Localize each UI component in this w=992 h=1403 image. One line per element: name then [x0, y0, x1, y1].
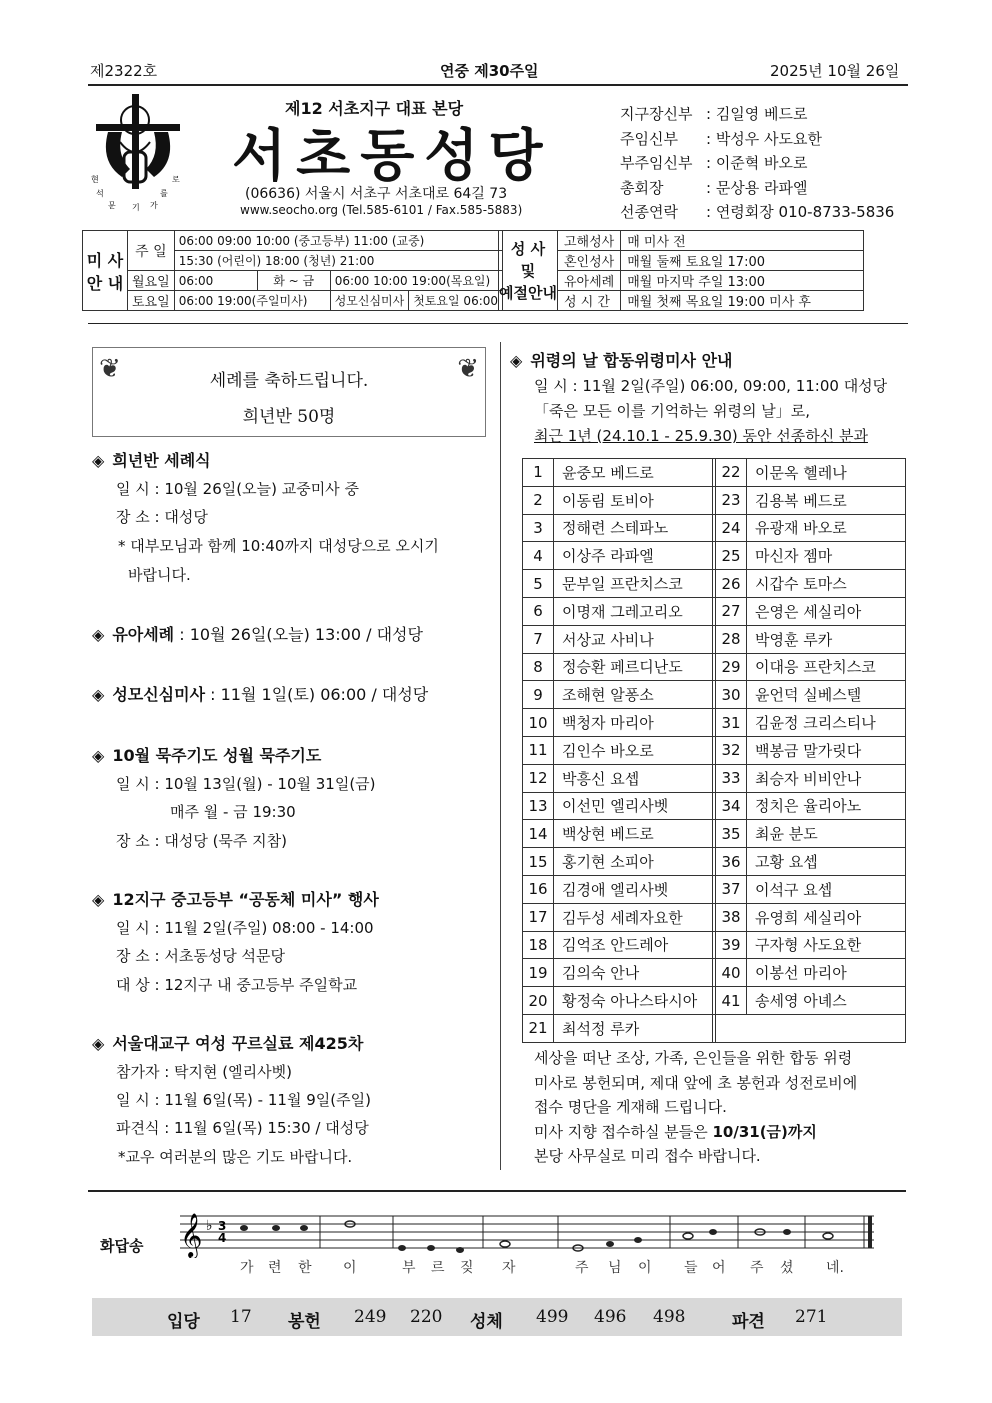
deceased-name: 정해련 스테파노: [554, 514, 713, 542]
table-row: [523, 931, 906, 959]
deceased-name: 김경애 엘리사벳: [554, 875, 713, 903]
info-line: 일 시 : 10월 26일(오늘) 교중미사 중: [116, 480, 359, 498]
table-row: [523, 625, 906, 653]
info-line: *교우 여러분의 많은 기도 바랍니다.: [118, 1148, 353, 1166]
staff-role: 주임신부: [620, 129, 678, 148]
deceased-number: 11: [523, 736, 554, 764]
offertory-hymn: 249: [354, 1307, 387, 1327]
staff-role: 총회장: [620, 178, 664, 197]
issue-date: 2025년 10월 26일: [770, 62, 900, 80]
deceased-number: 24: [716, 514, 747, 542]
deceased-name: 최석정 루카: [554, 1014, 713, 1042]
deceased-name: 유광재 바오로: [747, 514, 906, 542]
deceased-name: 시갑수 토마스: [747, 570, 906, 598]
sacrament-time: 매 미사 전: [621, 231, 864, 251]
deceased-name: 정승환 페르디난도: [554, 653, 713, 681]
treble-clef-icon: 𝄞: [180, 1213, 203, 1257]
deceased-name: 이상주 라파엘: [554, 542, 713, 570]
saturday-time: 06:00 19:00(주일미사): [174, 291, 330, 311]
deceased-name: 김윤정 크리스티나: [747, 709, 906, 737]
baptism-congrats-box: [92, 347, 486, 437]
parish-title: 서초동성당: [232, 123, 553, 189]
communion-label: 성체: [470, 1312, 503, 1332]
deceased-name: 박영훈 루카: [747, 625, 906, 653]
svg-text:3: 3: [218, 1219, 227, 1233]
lyric-syllable: 련: [268, 1260, 282, 1276]
deceased-name: 서상교 사비나: [554, 625, 713, 653]
deceased-number: 28: [716, 625, 747, 653]
deceased-number: 14: [523, 820, 554, 848]
diamond-icon: ◈: [92, 685, 105, 704]
staff-row: [620, 151, 894, 176]
communion-hymn: 499: [536, 1307, 569, 1327]
monday-label: 월요일: [128, 271, 175, 291]
empty-cell: [716, 1014, 906, 1042]
svg-text:♭: ♭: [206, 1218, 213, 1234]
section-title: ◈ 희년반 세례식: [92, 451, 211, 470]
table-row: [523, 709, 906, 737]
table-row: [523, 570, 906, 598]
table-row: [523, 959, 906, 987]
section-divider: [88, 323, 908, 324]
sacraments-label: 성 사 및 예절안내: [499, 231, 558, 311]
deceased-number: 29: [716, 653, 747, 681]
deceased-name: 구자형 사도요한: [747, 931, 906, 959]
sunday-times-2: 15:30 (어린이) 18:00 (청년) 21:00: [174, 251, 502, 271]
deceased-name: 이동림 토비아: [554, 486, 713, 514]
deceased-name: 문부일 프란치스코: [554, 570, 713, 598]
lyric-syllable: 네.: [826, 1260, 844, 1276]
deceased-name: 이선민 엘리사벳: [554, 792, 713, 820]
deceased-number: 38: [716, 903, 747, 931]
deceased-number: 41: [716, 987, 747, 1015]
first-saturday: 첫토요일 06:00: [409, 291, 503, 311]
deceased-number: 37: [716, 875, 747, 903]
deceased-number: 40: [716, 959, 747, 987]
lyric-syllable: 주: [750, 1260, 764, 1276]
staff-row: [620, 176, 894, 201]
deceased-number: 26: [716, 570, 747, 598]
info-line: 대 상 : 12지구 내 중고등부 주일학교: [116, 976, 358, 994]
deceased-number: 7: [523, 625, 554, 653]
deceased-number: 39: [716, 931, 747, 959]
parish-subtitle: 제12 서초지구 대표 본당: [285, 99, 464, 118]
deceased-number: 4: [523, 542, 554, 570]
deceased-number: 10: [523, 709, 554, 737]
offertory-hymn: 220: [410, 1307, 443, 1327]
saturday-label: 토요일: [128, 291, 175, 311]
recessional-hymn: 271: [795, 1307, 828, 1327]
deceased-number: 13: [523, 792, 554, 820]
deceased-number: 5: [523, 570, 554, 598]
logo-char: 문: [108, 201, 116, 210]
table-row: [523, 903, 906, 931]
info-line: 최근 1년 (24.10.1 - 25.9.30) 동안 선종하신 분과: [534, 427, 868, 445]
staff-role: 부주임신부: [620, 154, 693, 172]
staff-name: : 박성우 사도요한: [706, 129, 823, 148]
deceased-number: 25: [716, 542, 747, 570]
deceased-number: 23: [716, 486, 747, 514]
logo-char: 를: [160, 189, 168, 198]
sacrament-name: 유아세례: [558, 271, 621, 291]
sacrament-name: 성 시 간: [558, 291, 621, 311]
sacraments-table: [498, 230, 864, 311]
table-row: [523, 875, 906, 903]
staff-list: [620, 102, 894, 225]
info-line: 참가자 : 탁지현 (엘리사벳): [116, 1063, 292, 1081]
section-title: ◈ 10월 묵주기도 성월 묵주기도: [92, 746, 322, 765]
sacrament-time: 매월 둘째 토요일 17:00: [621, 251, 864, 271]
lyric-syllable: 님: [608, 1260, 622, 1276]
psalm-label: 화답송: [100, 1237, 144, 1255]
deceased-name: 백봉금 말가릿다: [747, 736, 906, 764]
tuefri-time: 06:00 10:00 19:00(목요일): [330, 271, 502, 291]
sacrament-time: 매월 마지막 주일 13:00: [621, 271, 864, 291]
section-title: ◈ 유아세례 : 10월 26일(오늘) 13:00 / 대성당: [92, 625, 423, 644]
deceased-number: 6: [523, 597, 554, 625]
deceased-name: 조해현 알퐁소: [554, 681, 713, 709]
info-line: 장 소 : 서초동성당 석문당: [116, 947, 286, 965]
section-title: ◈ 위령의 날 합동위령미사 안내: [510, 351, 733, 370]
deceased-name: 박흥신 요셉: [554, 764, 713, 792]
info-line: * 대부모님과 함께 10:40까지 대성당으로 오시기: [118, 537, 439, 555]
deceased-number: 16: [523, 875, 554, 903]
table-row: [523, 1014, 906, 1042]
deceased-number: 17: [523, 903, 554, 931]
deceased-number: 35: [716, 820, 747, 848]
diamond-icon: ◈: [510, 351, 523, 370]
deceased-number: 21: [523, 1014, 554, 1042]
table-row: [523, 486, 906, 514]
deceased-number: 34: [716, 792, 747, 820]
parish-address: (06636) 서울시 서초구 서초대로 64길 73: [245, 186, 508, 202]
tuefri-label: 화 ~ 금: [257, 271, 330, 291]
deceased-number: 22: [716, 459, 747, 487]
deceased-name: 백상현 베드로: [554, 820, 713, 848]
logo-char: 기: [132, 203, 140, 212]
info-line: 장 소 : 대성당: [116, 508, 208, 526]
lyric-syllable: 이: [343, 1260, 357, 1276]
deceased-name: 최윤 분도: [747, 820, 906, 848]
deceased-number: 3: [523, 514, 554, 542]
mass-label: 미 사 안 내: [83, 231, 128, 311]
issue-number: 제2322호: [90, 62, 158, 80]
deceased-number: 2: [523, 486, 554, 514]
memorial-notice: 세상을 떠난 조상, 가족, 은인들을 위한 합동 위령 미사로 봉헌되며, 제대 앞에 초 봉헌과 성전로비에 접수 명단을 게재해 드립니다. 미사 지향 접수하실 분들은 10/31(금)까지 본당 사무실로 미리 접수 바랍니다.: [534, 1049, 858, 1165]
info-line: 바랍니다.: [128, 566, 191, 584]
deceased-name: 김두성 세례자요한: [554, 903, 713, 931]
staff-row: [620, 102, 894, 127]
logo-char: 가: [150, 201, 158, 210]
info-line: 파견식 : 11월 6일(목) 15:30 / 대성당: [116, 1119, 369, 1137]
lyric-syllable: 가: [240, 1260, 254, 1276]
table-row: [523, 542, 906, 570]
deceased-number: 8: [523, 653, 554, 681]
deceased-name: 김의숙 안나: [554, 959, 713, 987]
sacrament-name: 고해성사: [558, 231, 621, 251]
deceased-name: 은영은 세실리아: [747, 597, 906, 625]
info-line: 매주 월 - 금 19:30: [170, 803, 296, 821]
table-row: [523, 597, 906, 625]
footer-divider: [88, 1190, 906, 1192]
staff-name: : 이준혁 바오로: [706, 154, 808, 172]
logo-char: 로: [172, 175, 180, 184]
deceased-number: 19: [523, 959, 554, 987]
parish-website: www.seocho.org (Tel.585-6101 / Fax.585-5883): [240, 203, 523, 217]
table-row: [523, 987, 906, 1015]
deceased-name: 김인수 바오로: [554, 736, 713, 764]
staff-name: : 김일영 베드로: [706, 105, 808, 123]
lyric-syllable: 주: [575, 1260, 589, 1276]
table-row: [523, 820, 906, 848]
deceased-name: 윤중모 베드로: [554, 459, 713, 487]
deceased-number: 27: [716, 597, 747, 625]
staff-role: 선종연락: [620, 203, 678, 221]
flourish-icon: ❦: [457, 354, 479, 384]
deceased-name: 백청자 마리아: [554, 709, 713, 737]
congrats-count: 희년반 50명: [242, 407, 336, 427]
staff-row: [620, 127, 894, 152]
deceased-name: 이석구 요셉: [747, 875, 906, 903]
logo-char: 현: [91, 175, 99, 184]
sacrament-name: 혼인성사: [558, 251, 621, 271]
deceased-number: 12: [523, 764, 554, 792]
deceased-name: 김억조 안드레아: [554, 931, 713, 959]
saturday-marian-mass: 성모신심미사: [330, 291, 409, 311]
deceased-number: 9: [523, 681, 554, 709]
parish-logo: [88, 92, 188, 212]
recessional-label: 파견: [732, 1312, 765, 1332]
liturgical-week: 연중 제30주일: [440, 62, 539, 80]
table-row: [523, 653, 906, 681]
table-row: [523, 848, 906, 876]
mass-schedule-table: [82, 230, 503, 311]
table-row: [523, 764, 906, 792]
deceased-name: 이명재 그레고리오: [554, 597, 713, 625]
deceased-table: [522, 458, 906, 1043]
deceased-name: 최승자 비비안나: [747, 764, 906, 792]
deceased-name: 송세영 아녜스: [747, 987, 906, 1015]
deceased-name: 이대응 프란치스코: [747, 653, 906, 681]
lyric-syllable: 짖: [460, 1260, 474, 1276]
info-line: 「죽은 모든 이를 기억하는 위령의 날」로,: [534, 402, 810, 420]
lyric-syllable: 이: [638, 1260, 652, 1276]
lyric-syllable: 들: [684, 1260, 698, 1276]
deceased-name: 이봉선 마리아: [747, 959, 906, 987]
deceased-name: 마신자 젬마: [747, 542, 906, 570]
deceased-name: 윤언덕 실베스텔: [747, 681, 906, 709]
lyric-syllable: 어: [712, 1260, 726, 1276]
diamond-icon: ◈: [92, 451, 105, 470]
section-title: ◈ 12지구 중고등부 “공동체 미사” 행사: [92, 890, 379, 909]
svg-text:4: 4: [218, 1231, 227, 1245]
communion-hymn: 498: [653, 1307, 686, 1327]
deceased-name: 고황 요셉: [747, 848, 906, 876]
info-line: 일 시 : 10월 13일(월) - 10월 31일(금): [116, 775, 376, 793]
table-row: [523, 736, 906, 764]
staff-name: : 문상용 라파엘: [706, 178, 808, 197]
monday-time: 06:00: [174, 271, 257, 291]
deceased-number: 1: [523, 459, 554, 487]
deceased-number: 36: [716, 848, 747, 876]
deceased-name: 황정숙 아나스타시아: [554, 987, 713, 1015]
sacrament-time: 매월 첫째 목요일 19:00 미사 후: [621, 291, 864, 311]
psalm-score: [180, 1208, 880, 1262]
sunday-label: 주 일: [128, 231, 175, 271]
lyric-syllable: 르: [431, 1260, 445, 1276]
entrance-hymn: 17: [230, 1307, 252, 1327]
lyric-syllable: 부: [402, 1260, 416, 1276]
table-row: [523, 792, 906, 820]
header-divider: [88, 84, 908, 86]
section-title: ◈ 서울대교구 여성 꾸르실료 제425차: [92, 1034, 364, 1053]
deceased-name: 김용복 베드로: [747, 486, 906, 514]
diamond-icon: ◈: [92, 746, 105, 765]
table-row: [523, 459, 906, 487]
entrance-label: 입당: [167, 1312, 200, 1332]
info-line: 일 시 : 11월 2일(주일) 08:00 - 14:00: [116, 919, 374, 937]
lyric-syllable: 자: [502, 1260, 516, 1276]
table-row: [523, 514, 906, 542]
deceased-number: 30: [716, 681, 747, 709]
deceased-number: 31: [716, 709, 747, 737]
deceased-name: 이문옥 헬레나: [747, 459, 906, 487]
flourish-icon: ❦: [99, 354, 121, 384]
staff-role: 지구장신부: [620, 105, 693, 123]
staff-row: [620, 200, 894, 225]
info-line: 일 시 : 11월 2일(주일) 06:00, 09:00, 11:00 대성당: [534, 377, 888, 395]
sunday-times-1: 06:00 09:00 10:00 (중고등부) 11:00 (교중): [174, 231, 502, 251]
deceased-name: 홍기현 소피아: [554, 848, 713, 876]
hymn-numbers-bar: [92, 1298, 902, 1336]
offertory-label: 봉헌: [288, 1312, 321, 1332]
diamond-icon: ◈: [92, 890, 105, 909]
deceased-name: 유영희 세실리아: [747, 903, 906, 931]
congrats-line: 세례를 축하드립니다.: [209, 371, 369, 391]
deceased-name: 정치은 율리아노: [747, 792, 906, 820]
communion-hymn: 496: [594, 1307, 627, 1327]
info-line: 장 소 : 대성당 (묵주 지참): [116, 832, 288, 850]
logo-char: 석: [96, 189, 104, 198]
diamond-icon: ◈: [92, 1034, 105, 1053]
lyric-syllable: 셨: [780, 1260, 794, 1276]
lyric-syllable: 한: [298, 1260, 312, 1276]
deceased-number: 33: [716, 764, 747, 792]
section-title: ◈ 성모신심미사 : 11월 1일(토) 06:00 / 대성당: [92, 685, 429, 704]
column-divider: [500, 342, 501, 1170]
staff-name: : 연령회장 010-8733-5836: [706, 203, 895, 221]
deceased-number: 20: [523, 987, 554, 1015]
deceased-number: 15: [523, 848, 554, 876]
diamond-icon: ◈: [92, 625, 105, 644]
deceased-number: 32: [716, 736, 747, 764]
info-line: 일 시 : 11월 6일(목) - 11월 9일(주일): [116, 1091, 371, 1109]
table-row: [523, 681, 906, 709]
deceased-number: 18: [523, 931, 554, 959]
